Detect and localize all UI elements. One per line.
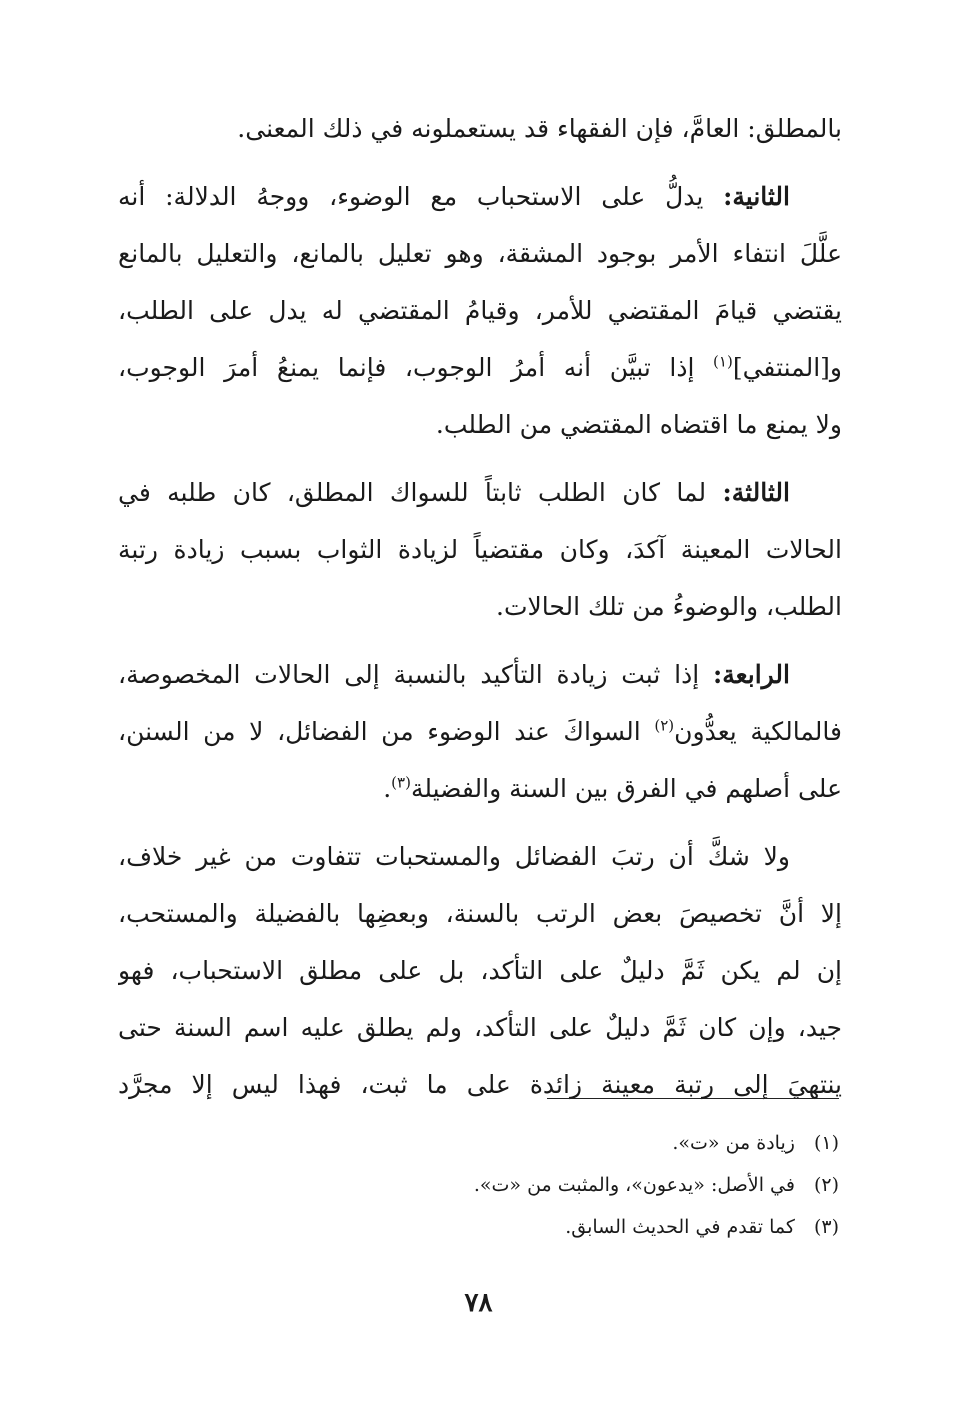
footnote-text: كما تقدم في الحديث السابق. bbox=[565, 1216, 795, 1238]
text-span: بالمطلق: العامَّ، فإن الفقهاء قد يستعملونه في ذلك المعنى. bbox=[237, 114, 842, 143]
text-span: ينتهيَ إلى رتبة معينة زائدة على ما ثبت، فهذا ليس إلا مجرَّد bbox=[118, 1070, 842, 1099]
text-span: يقتضي قيامَ المقتضي للأمر، وقيامُ المقتضي له يدل على الطلب، bbox=[118, 296, 842, 325]
text-line bbox=[118, 396, 842, 453]
text-line bbox=[118, 885, 842, 942]
text-line bbox=[118, 282, 842, 339]
text-line bbox=[118, 942, 842, 999]
footnote-ref: (٢) bbox=[654, 716, 675, 735]
paragraph-second-line-1 bbox=[118, 168, 842, 225]
text-line bbox=[118, 100, 842, 157]
footnote-ref: (٣) bbox=[391, 773, 411, 792]
text-span: ولا شكَّ أن رتبَ الفضائل والمستحبات تتفاوت من غير خلاف، bbox=[118, 842, 790, 871]
footnote-number: (٢) bbox=[813, 1174, 839, 1196]
text-line bbox=[118, 703, 842, 760]
text-line bbox=[118, 521, 842, 578]
paragraph-label: الثانية: bbox=[723, 182, 790, 211]
text-line bbox=[118, 760, 842, 817]
footnotes bbox=[239, 1122, 839, 1248]
footnote-ref: (١) bbox=[713, 352, 733, 371]
text-span: إذا تبيَّن أنه أمرُ الوجوب، فإنما يمنعُ أمرَ الوجوب، bbox=[118, 353, 714, 382]
text-span: إذا ثبت زيادة التأكيد بالنسبة إلى الحالات المخصوصة، bbox=[118, 660, 714, 689]
paragraph-fourth-line-1 bbox=[118, 646, 842, 703]
text-span: على أصلهم في الفرق بين السنة والفضيلة bbox=[410, 774, 842, 803]
footnote-divider bbox=[547, 1098, 839, 1099]
text-line bbox=[118, 225, 842, 282]
text-span: ولا يمنع ما اقتضاه المقتضي من الطلب. bbox=[435, 410, 842, 439]
text-line bbox=[118, 999, 842, 1056]
text-span: يدلُّ على الاستحباب مع الوضوء، ووجهُ الدلالة: أنه bbox=[118, 182, 724, 211]
text-span: جيد، وإن كان ثَمَّ دليلٌ على التأكد، ولم يطلق عليه اسم السنة حتى bbox=[118, 1013, 842, 1042]
footnote-item bbox=[239, 1206, 839, 1248]
footnote-item bbox=[239, 1164, 839, 1206]
text-line bbox=[118, 339, 842, 396]
text-span: الحالات المعينة آكدَ، وكان مقتضياً لزيادة الثواب بسبب زيادة رتبة bbox=[118, 535, 842, 564]
text-span: . bbox=[383, 774, 392, 803]
text-line bbox=[118, 1056, 842, 1113]
footnote-text: زيادة من «ت». bbox=[672, 1132, 795, 1154]
paragraph-label: الرابعة: bbox=[713, 660, 790, 689]
text-span: الطلب، والوضوءُ من تلك الحالات. bbox=[496, 592, 842, 621]
footnote-text: في الأصل: «يدعون»، والمثبت من «ت». bbox=[473, 1174, 795, 1196]
text-span: فالمالكية يعدُّون bbox=[674, 717, 842, 746]
text-line bbox=[118, 828, 842, 885]
paragraph-third-line-1 bbox=[118, 464, 842, 521]
text-line bbox=[118, 578, 842, 635]
text-span: إن لم يكن ثَمَّ دليلٌ على التأكد، بل على مطلق الاستحباب، فهو bbox=[118, 956, 842, 985]
page-number: ٧٨ bbox=[464, 1288, 493, 1318]
footnote-item bbox=[239, 1122, 839, 1164]
text-span: إلا أنَّ تخصيصَ بعض الرتب بالسنة، وبعضِها بالفضيلة والمستحب، bbox=[118, 899, 842, 928]
main-text bbox=[118, 100, 842, 1113]
text-span: السواكَ عند الوضوء من الفضائل، لا من السنن، bbox=[118, 717, 655, 746]
paragraph-label: الثالثة: bbox=[722, 478, 790, 507]
text-span: علَّلَ انتفاء الأمر بوجود المشقة، وهو تعليل بالمانع، والتعليل بالمانع bbox=[118, 239, 842, 268]
footnote-number: (٣) bbox=[813, 1216, 839, 1238]
footnote-number: (١) bbox=[813, 1132, 839, 1154]
text-span: لما كان الطلب ثابتاً للسواك المطلق، كان طلبه في bbox=[118, 478, 723, 507]
text-span: و[المنتفي] bbox=[732, 353, 842, 382]
